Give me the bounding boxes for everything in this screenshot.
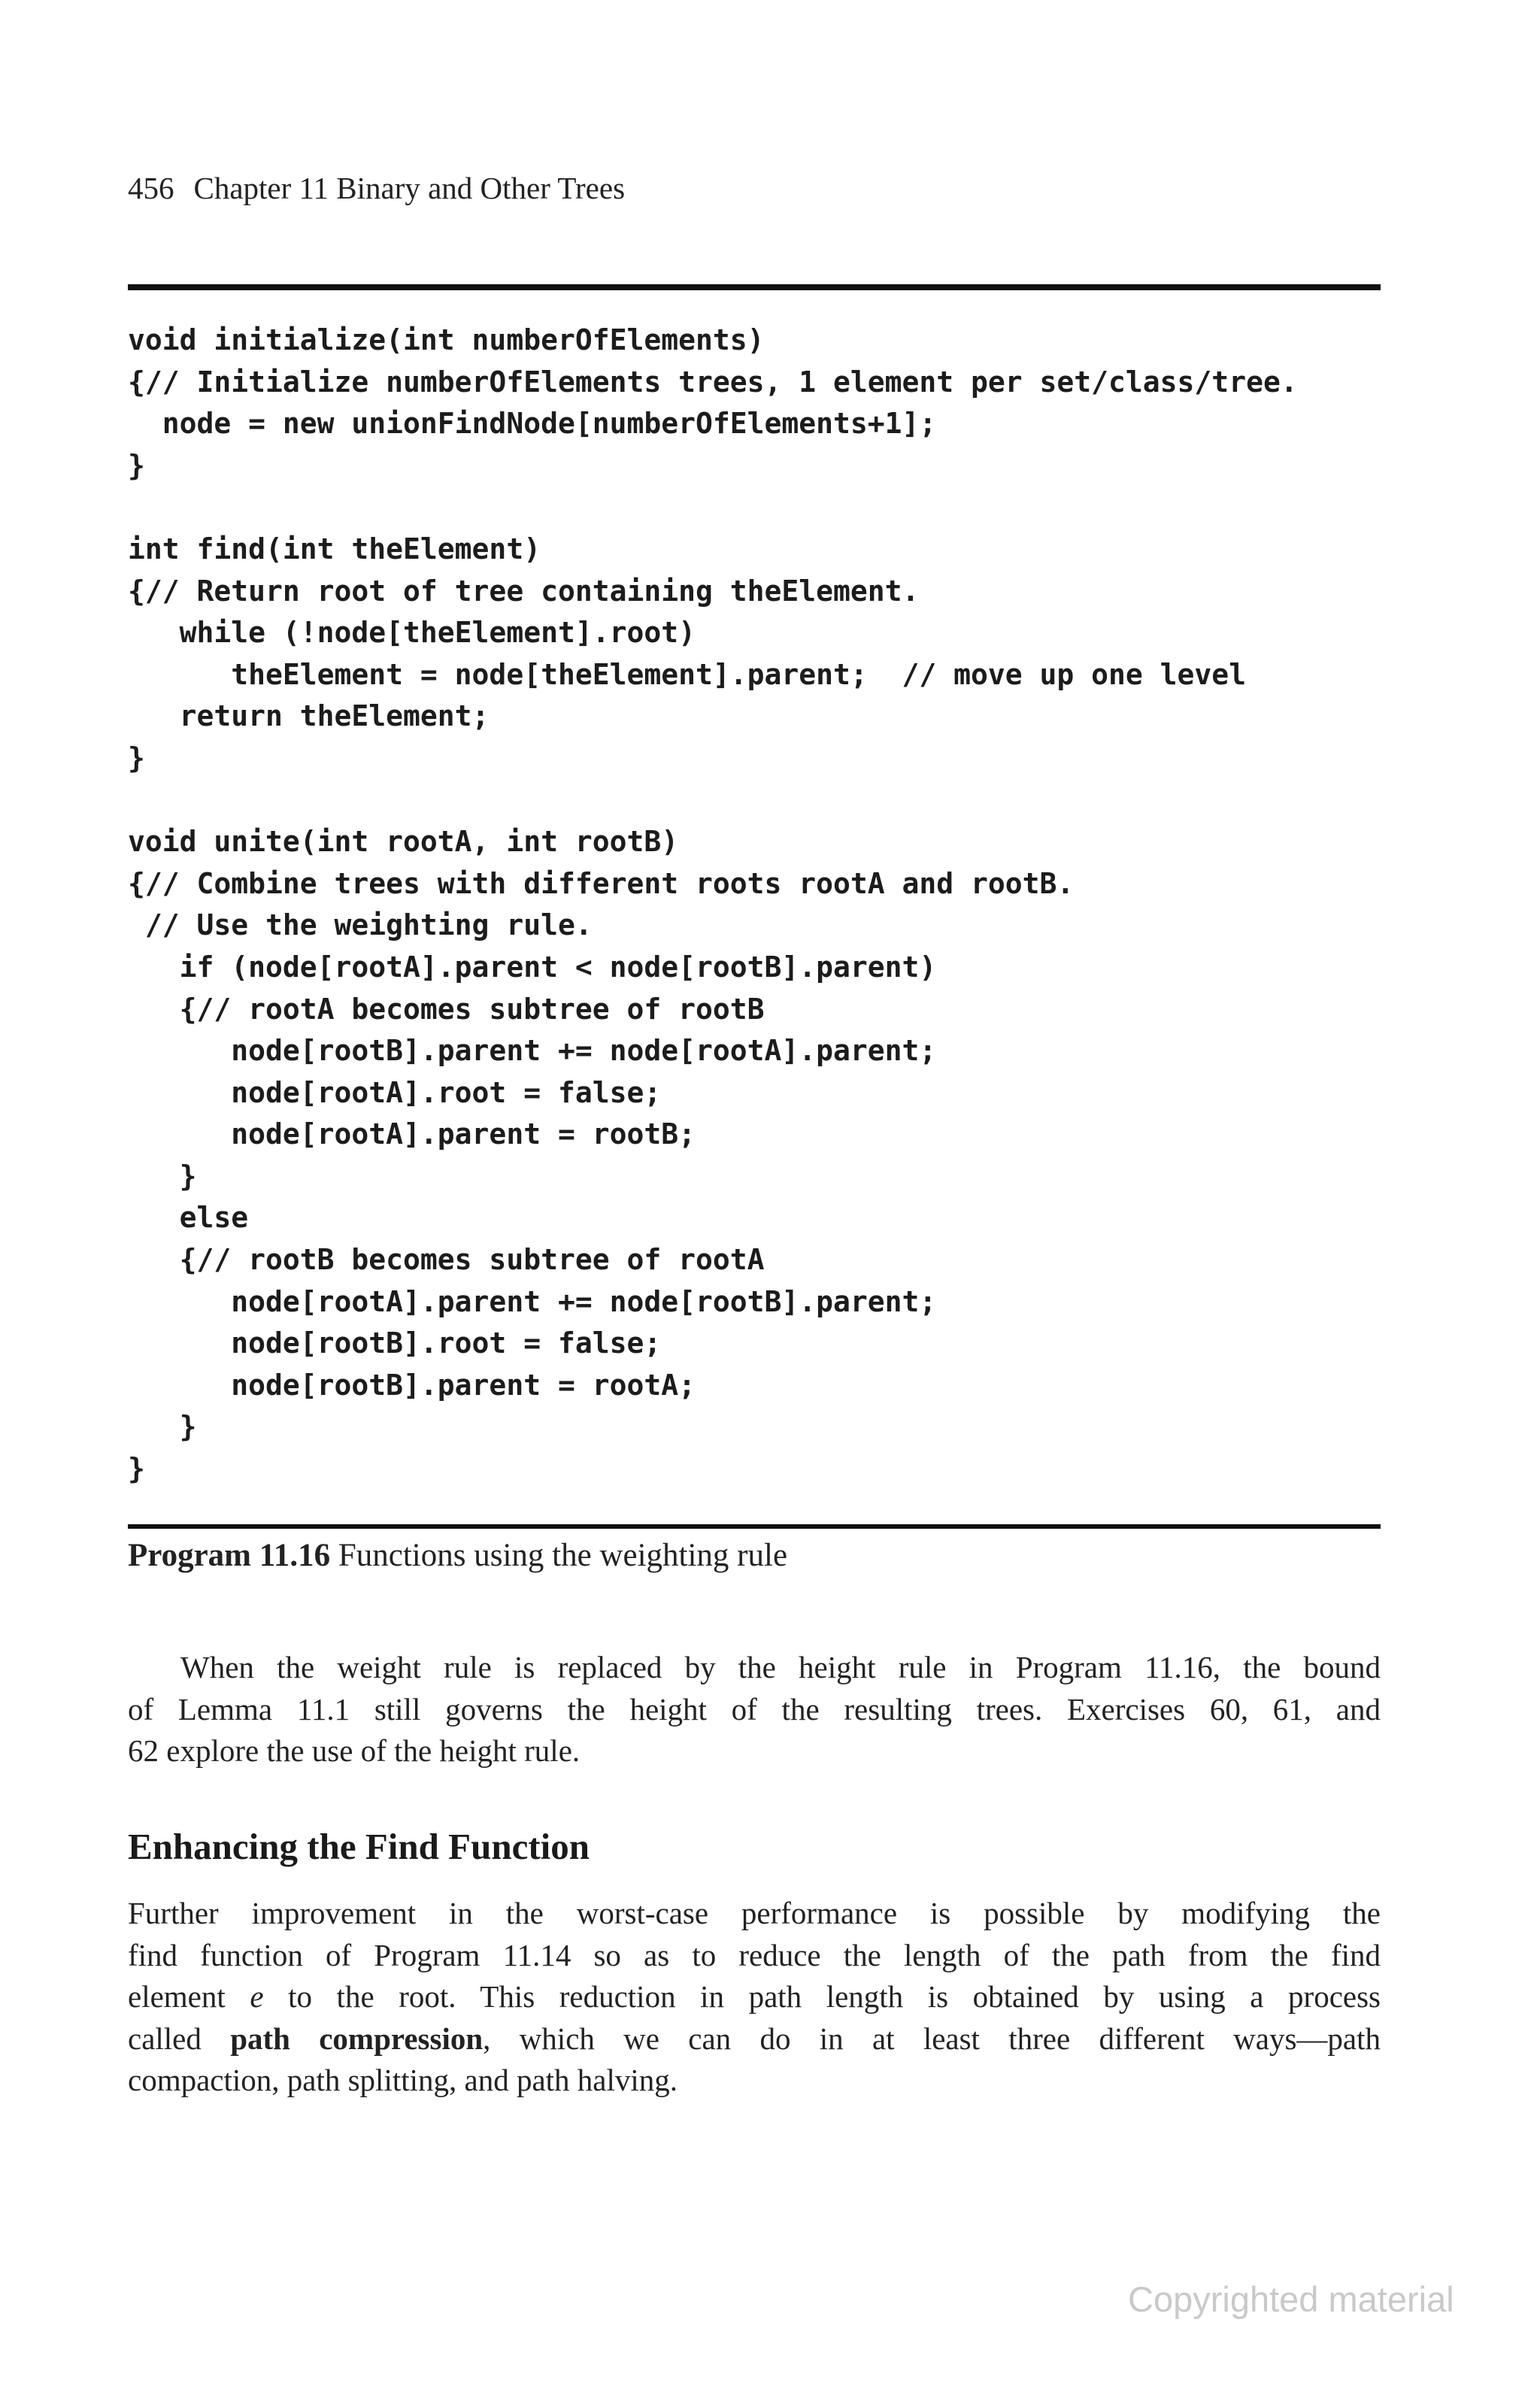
code-line: } — [128, 1159, 197, 1193]
code-line: {// Combine trees with different roots rootA and rootB. — [128, 866, 1075, 900]
code-line: if (node[rootA].parent < node[rootB].parent) — [128, 950, 937, 984]
code-line — [128, 487, 1298, 529]
code-line: node[rootA].parent += node[rootB].parent; — [128, 1284, 937, 1318]
code-line: } — [128, 1410, 197, 1444]
code-line: } — [128, 741, 145, 775]
caption-label: Program 11.16 — [128, 1538, 331, 1573]
code-line: node[rootB].root = false; — [128, 1326, 662, 1360]
paragraph-line: 62 explore the use of the height rule. — [128, 1733, 581, 1768]
code-line: {// Return root of tree containing theElement. — [128, 574, 920, 608]
paragraph-height-rule — [128, 1647, 1381, 1772]
paragraph-line: of Lemma 11.1 still governs the height of the resulting trees. Exercises 60, 61, and — [128, 1691, 1381, 1727]
text-span: , which we can do in at least three different ways—path — [483, 2021, 1381, 2056]
program-bottom-rule — [128, 1524, 1381, 1529]
code-line: node = new unionFindNode[numberOfElements+1]; — [128, 407, 937, 441]
code-line: while (!node[theElement].root) — [128, 616, 696, 650]
code-line: } — [128, 448, 145, 482]
paragraph-path-compression — [128, 1893, 1381, 2102]
code-line: node[rootA].parent = rootB; — [128, 1117, 696, 1151]
code-line: void initialize(int numberOfElements) — [128, 323, 765, 356]
code-line: // Use the weighting rule. — [128, 908, 593, 942]
copyright-watermark: Copyrighted material — [1128, 2279, 1454, 2319]
program-top-rule — [128, 284, 1381, 290]
term-path-compression: path compression — [230, 2021, 484, 2056]
code-line: void unite(int rootA, int rootB) — [128, 825, 679, 859]
paragraph-line — [128, 1976, 1381, 2018]
code-line: node[rootB].parent += node[rootA].parent; — [128, 1034, 937, 1068]
paragraph-line: When the weight rule is replaced by the height rule in Program 11.16, the bound — [180, 1650, 1381, 1684]
section-heading: Enhancing the Find Function — [128, 1826, 590, 1867]
code-line: int find(int theElement) — [128, 532, 541, 565]
code-line: } — [128, 1452, 145, 1486]
paragraph-line: Further improvement in the worst-case performance is possible by modifying the — [128, 1896, 1381, 1930]
code-line: {// Initialize numberOfElements trees, 1 element per set/class/tree. — [128, 365, 1298, 399]
code-line: node[rootA].root = false; — [128, 1075, 662, 1109]
paragraph-line: find function of Program 11.14 so as to reduce the length of the path from the find — [128, 1937, 1381, 1972]
code-line — [128, 780, 1298, 822]
variable-e: e — [250, 1979, 264, 2014]
text-span: called — [128, 2021, 202, 2056]
code-line: {// rootB becomes subtree of rootA — [128, 1243, 765, 1277]
code-line: return theElement; — [128, 699, 490, 733]
code-line: theElement = node[theElement].parent; // move up one level — [128, 657, 1247, 691]
paragraph-line: compaction, path splitting, and path halving. — [128, 2063, 678, 2097]
running-head — [128, 170, 625, 206]
page-number: 456 — [128, 171, 174, 205]
text-span: to the root. This reduction in path length is obtained by using a process — [288, 1979, 1381, 2014]
program-code-block — [128, 320, 1298, 1490]
chapter-title: Chapter 11 Binary and Other Trees — [193, 171, 626, 205]
code-line: node[rootB].parent = rootA; — [128, 1368, 696, 1402]
code-line: else — [128, 1201, 249, 1235]
text-span: element — [128, 1979, 226, 2014]
code-line: {// rootA becomes subtree of rootB — [128, 992, 765, 1026]
caption-text: Functions using the weighting rule — [338, 1538, 788, 1573]
paragraph-line — [128, 2018, 1381, 2060]
program-caption — [128, 1537, 787, 1574]
